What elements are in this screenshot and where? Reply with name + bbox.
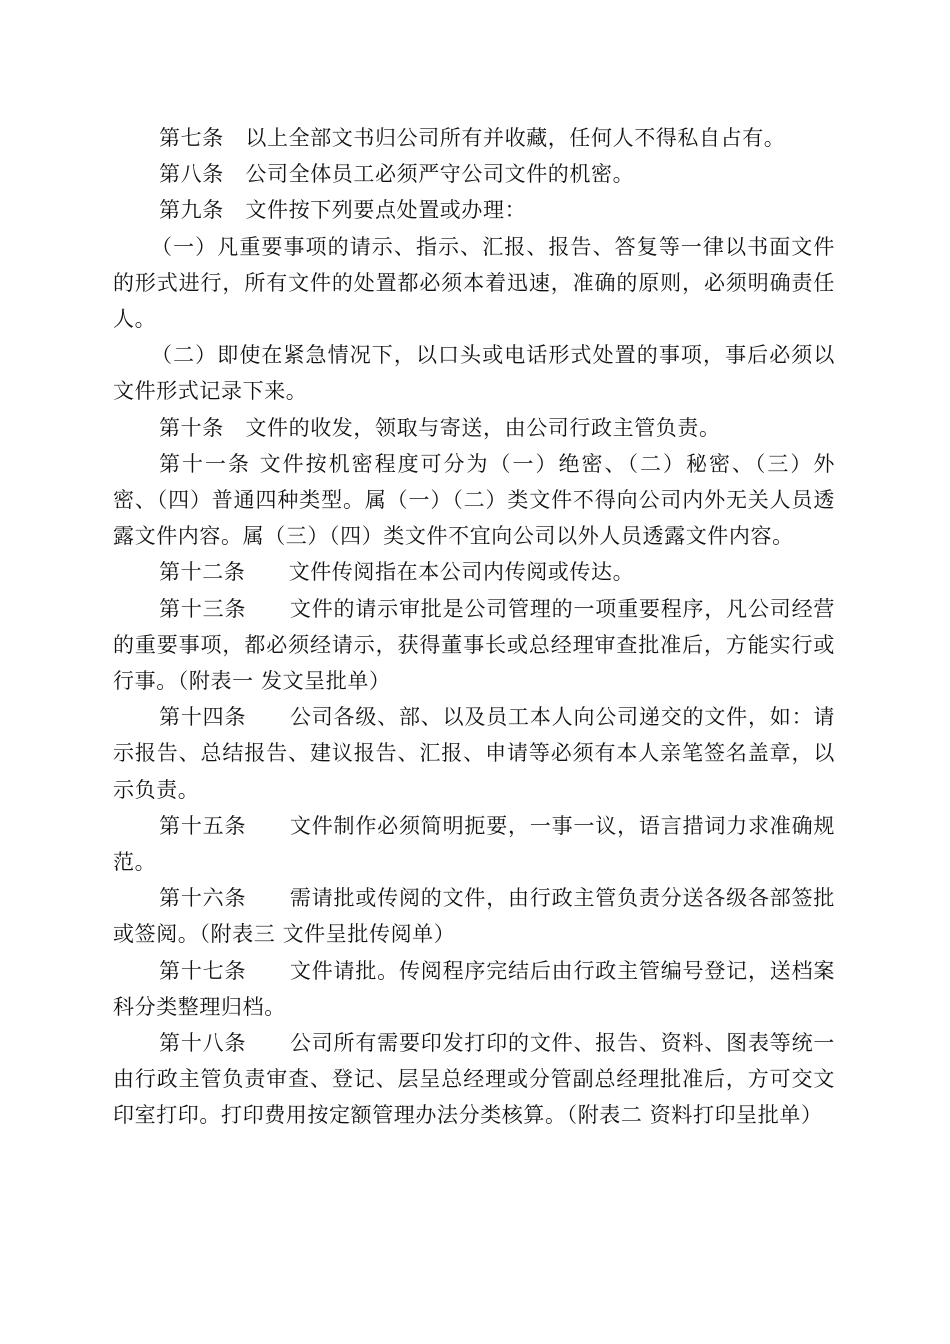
article-9-item-2: （二）即使在紧急情况下，以口头或电话形式处置的事项，事后必须以文件形式记录下来。 [113,343,835,404]
article-9-item-1: （一）凡重要事项的请示、指示、汇报、报告、答复等一律以书面文件的形式进行，所有文件的处置都必须本着迅速，准确的原则，必须明确责任人。 [113,234,835,332]
article-10: 第十条 文件的收发，领取与寄送，由公司行政主管负责。 [159,415,721,440]
document-body [113,120,835,1134]
article-14: 第十四条 公司各级、部、以及员工本人向公司递交的文件，如：请示报告、总结报告、建议报告、汇报、申请等必须有本人亲笔签名盖章，以示负责。 [113,705,835,802]
article-8: 第八条 公司全体员工必须严守公司文件的机密。 [159,162,635,187]
article-12: 第十二条 文件传阅指在本公司内传阅或传达。 [159,560,635,585]
article-16: 第十六条 需请批或传阅的文件，由行政主管负责分送各级各部签批或签阅。（附表三 文件呈批传阅单） [113,886,835,947]
article-15: 第十五条 文件制作必须简明扼要，一事一议，语言措词力求准确规范。 [113,813,835,875]
article-13: 第十三条 文件的请示审批是公司管理的一项重要程序，凡公司经营的重要事项，都必须经请示，获得董事长或总经理审查批准后，方能实行或行事。（附表一 发文呈批单） [113,596,835,694]
article-18: 第十八条 公司所有需要印发打印的文件、报告、资料、图表等统一由行政主管负责审查、登记、层呈总经理或分管副总经理批准后，方可交文印室打印。打印费用按定额管理办法分类核算。（附表二 资料打印呈批单） [113,1031,835,1128]
article-9: 第九条 文件按下列要点处置或办理： [159,198,527,223]
article-11: 第十一条 文件按机密程度可分为（一）绝密、（二）秘密、（三）外密、（四）普通四种类型。属（一）（二）类文件不得向公司内外无关人员透露文件内容。属（三）（四）类文件不宜向公司以外人员透露文件内容。 [113,451,835,549]
article-7: 第七条 以上全部文书归公司所有并收藏，任何人不得私自占有。 [159,126,786,150]
article-17: 第十七条 文件请批。传阅程序完结后由行政主管编号登记，送档案科分类整理归档。 [113,958,835,1019]
